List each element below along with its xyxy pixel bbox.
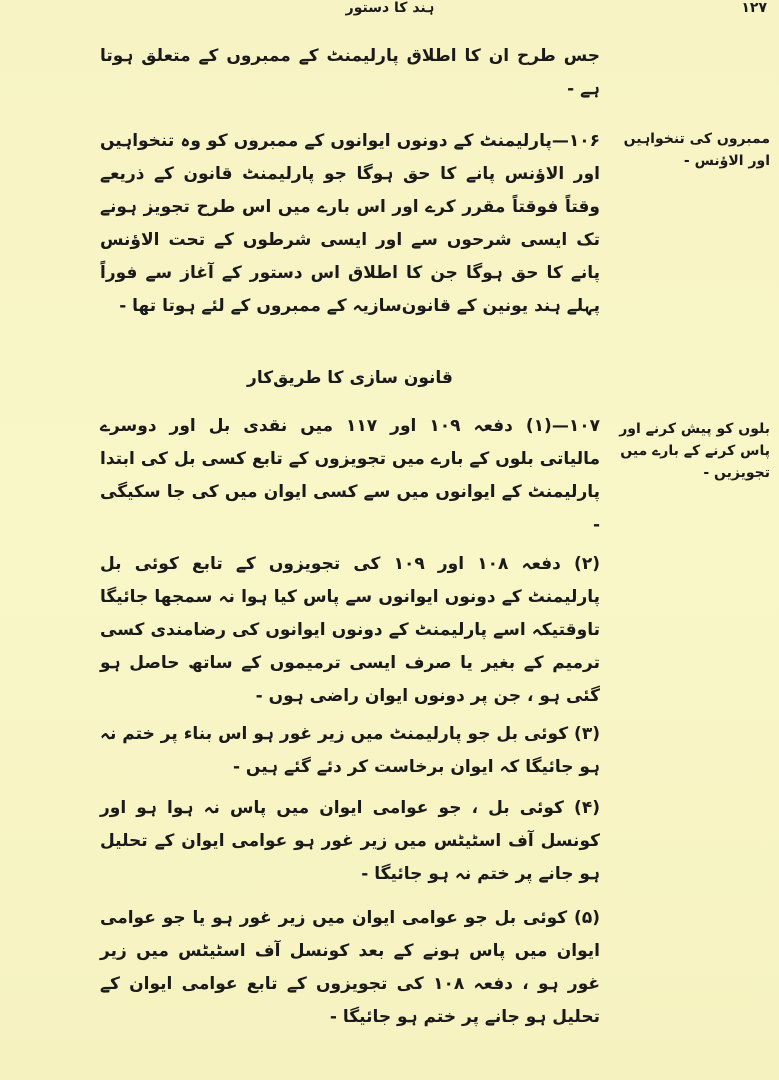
- paragraph-text: (۴) کوئی بل ، جو عوامی ایوان میں پاس نہ ہوا ہو اور کونسل آف اسٹیٹس میں زیر غور ہو عوامی ایوان کے تحلیل ہو جانے پر ختم نہ ہو جائیگا -: [100, 798, 600, 884]
- article-106: [100, 125, 600, 323]
- paragraph-text: (۳) کوئی بل جو پارلیمنٹ میں زیر غور ہو اس بناء پر ختم نہ ہو جائیگا کہ ایوان برخاست کر دئے گئے ہیں -: [100, 724, 600, 777]
- article-107-clause-1: [100, 410, 600, 542]
- margin-note-106: ممبروں کی تنخواہیں اور الاؤنس -: [623, 131, 770, 169]
- margin-note-107: بلوں کو پیش کرنے اور پاس کرنے کے بارے میں تجویزیں -: [619, 421, 770, 481]
- paragraph-text: (۵) کوئی بل جو عوامی ایوان میں زیر غور ہو یا جو عوامی ایوان میں پاس ہونے کے بعد کونسل آف اسٹیٹس میں زیر غور ہو ، دفعہ ۱۰۸ کی تجویزوں کے تابع عوامی ایوان کے تحلیل ہو جانے پر ختم ہو جائیگا -: [100, 908, 600, 1027]
- paragraph-continuation: [100, 40, 600, 106]
- paragraph-text: (۲) دفعہ ۱۰۸ اور ۱۰۹ کی تجویزوں کے تابع کوئی بل پارلیمنٹ کے دونوں ایوانوں سے پاس کیا ہوا نہ سمجھا جائیگا تاوقتیکہ اسے پارلیمنٹ کے دونوں ایوانوں کی رضامندی کسی ترمیم کے بغیر یا صرف ایسی ترمیموں کے ساتھ حاصل ہو گئی ہو ، جن پر دونوں ایوان راضی ہوں -: [100, 554, 600, 706]
- article-107-clause-3: [100, 718, 600, 784]
- paragraph-text: ۱۰۷—(۱) دفعہ ۱۰۹ اور ۱۱۷ میں نقدی بل اور دوسرے مالیاتی بلوں کے بارے میں تجویزوں کے تابع کسی بل کی ابتدا پارلیمنٹ کے ایوانوں میں سے کسی ایوان میں کی جا سکیگی -: [100, 416, 600, 535]
- article-107-clause-5: [100, 902, 600, 1034]
- running-head: ہند کا دستور: [345, 0, 435, 16]
- paragraph-text: ۱۰۶—پارلیمنٹ کے دونوں ایوانوں کے ممبروں کو وہ تنخواہیں اور الاؤنس پانے کا حق ہوگا جو پارلیمنٹ قانون کے ذریعے وقتاً فوقتاً مقرر کرے اور اس بارے میں اس طرح تجویز ہونے تک ایسی شرحوں سے اور ایسی شرطوں کے تحت الاؤنس پانے کا حق ہوگا جن کا اطلاق اس دستور کے آغاز سے فوراً پہلے ہند یونین کے قانون‌سازیہ کے ممبروں کے لئے ہوتا تھا -: [100, 131, 600, 316]
- article-107-clause-4: [100, 792, 600, 891]
- article-107-clause-2: [100, 548, 600, 713]
- section-heading: قانون سازی کا طریق‌کار: [247, 368, 453, 388]
- paragraph-text: جس طرح ان کا اطلاق پارلیمنٹ کے ممبروں کے متعلق ہوتا ہے -: [100, 46, 600, 99]
- page-number: ۱۲۷: [741, 0, 767, 16]
